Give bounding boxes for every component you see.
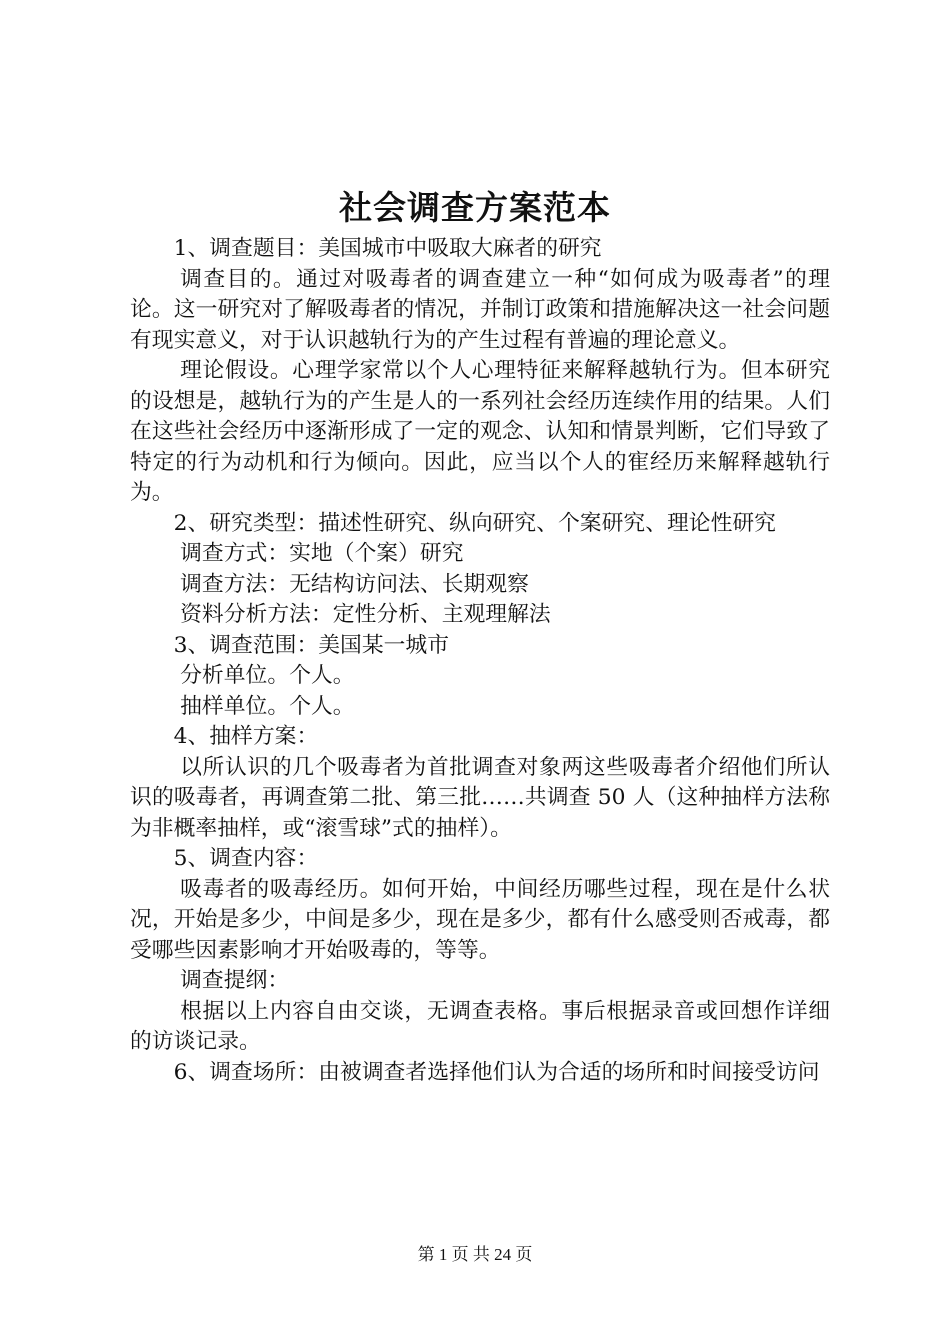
section-2-research-type: 2、研究类型：描述性研究、纵向研究、个案研究、理论性研究 (173, 510, 776, 536)
document-body (130, 234, 830, 1088)
paragraph-sampling-plan: 以所认识的几个吸毒者为首批调查对象两这些吸毒者介绍他们所认识的吸毒者，再调查第二批、第三批……共调查 50 人（这种抽样方法称为非概率抽样，或“滚雪球”式的抽样）。 (130, 754, 830, 841)
page-number-footer: 第 1 页 共 24 页 (417, 1245, 533, 1264)
paragraph-outline-detail: 根据以上内容自由交谈，无调查表格。事后根据录音或回想作详细的访谈记录。 (130, 998, 830, 1054)
paragraph-analysis-method: 资料分析方法：定性分析、主观理解法 (180, 602, 551, 627)
section-1-topic: 1、调查题目：美国城市中吸取大麻者的研究 (173, 236, 602, 261)
paragraph-analysis-unit: 分析单位。个人。 (180, 663, 355, 688)
paragraph-hypothesis: 理论假设。心理学家常以个人心理特征来解释越轨行为。但本研究的设想是，越轨行为的产生是人的一系列社会经历连续作用的结果。人们在这些社会经历中逐渐形成了一定的观念、认知和情景判断，它们导致了特定的行为动机和行为倾向。因此，应当以个人的寉经历来解释越轨行为。 (130, 358, 830, 505)
paragraph-purpose: 调查目的。通过对吸毒者的调查建立一种“如何成为吸毒者”的理论。这一研究对了解吸毒者的情况，并制订政策和措施解决这一社会问题有现实意义，对于认识越轨行为的产生过程有普遍的理论意义。 (130, 266, 830, 353)
section-6-venue: 6、调查场所：由被调查者选择他们认为合适的场所和时间接受访问 (173, 1059, 820, 1085)
section-3-scope: 3、调查范围：美国某一城市 (173, 632, 450, 658)
paragraph-survey-mode: 调查方式：实地（个案）研究 (180, 541, 464, 566)
document-title: 社会调查方案范本 (339, 188, 611, 227)
paragraph-content-detail: 吸毒者的吸毒经历。如何开始，中间经历哪些过程，现在是什么状况，开始是多少，中间是多少，现在是多少，都有什么感受则否戒毒，都受哪些因素影响才开始吸毒的，等等。 (130, 876, 830, 963)
paragraph-outline-heading: 调查提纲： (180, 968, 290, 993)
paragraph-survey-method: 调查方法：无结构访问法、长期观察 (180, 571, 529, 597)
section-5-content: 5、调查内容： (173, 846, 319, 871)
paragraph-sampling-unit: 抽样单位。个人。 (180, 693, 355, 719)
section-4-sampling: 4、抽样方案： (173, 724, 319, 749)
